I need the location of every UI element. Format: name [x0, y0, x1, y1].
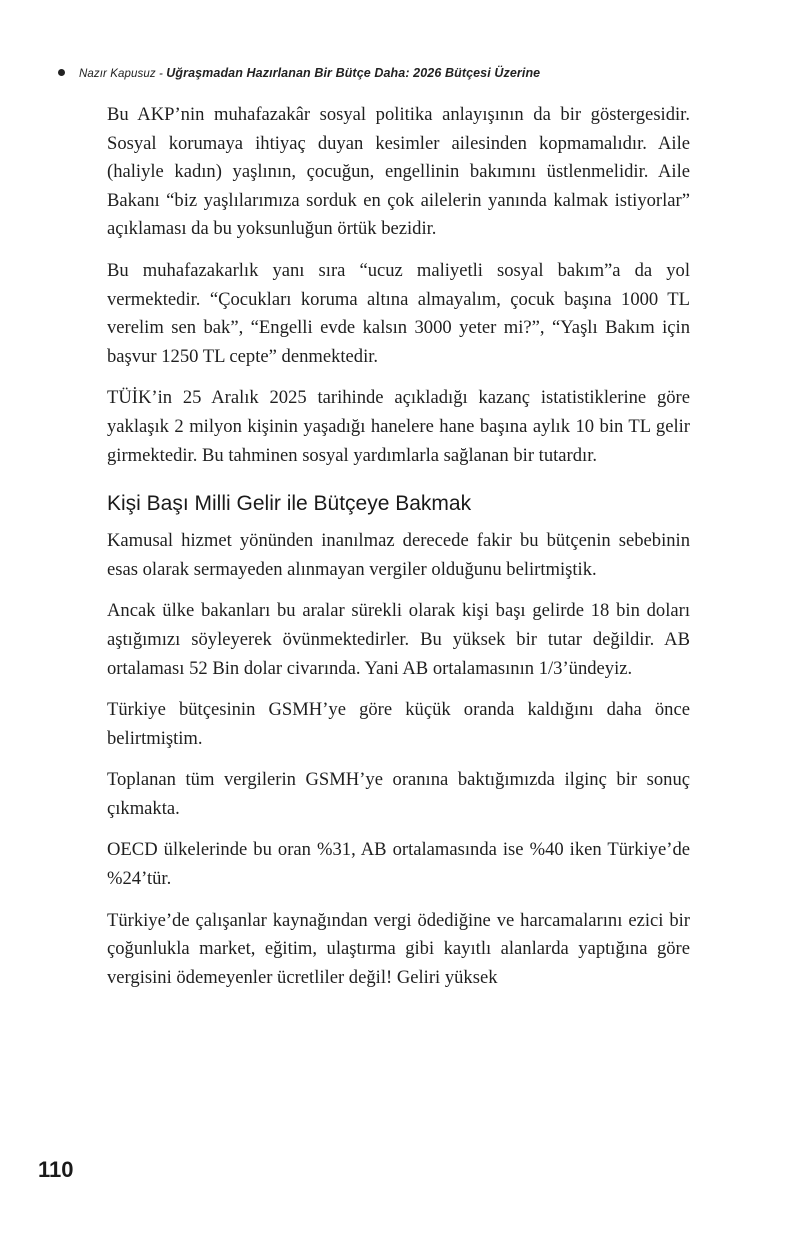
page-number: 110	[38, 1157, 74, 1182]
paragraph: Ancak ülke bakanları bu aralar sürekli olarak kişi başı gelirde 18 bin doları aştığımızı söyleyerek övünmektedirler. Bu yüksek bir tutar değildir. AB ortalaması 52 Bin dolar civarında. Yani AB ortalamasının 1/3’ündeyiz.	[107, 600, 690, 679]
paragraph: Türkiye bütçesinin GSMH’ye göre küçük oranda kaldığını daha önce belirtmiştim.	[107, 699, 690, 749]
header-author: Nazır Kapusuz -	[79, 68, 167, 80]
header-book-title: Uğraşmadan Hazırlanan Bir Bütçe Daha: 2026 Bütçesi Üzerine	[166, 66, 541, 80]
bullet-icon	[58, 69, 65, 76]
running-head	[58, 66, 540, 80]
section-heading: Kişi Başı Milli Gelir ile Bütçeye Bakmak	[107, 492, 472, 516]
paragraph: TÜİK’in 25 Aralık 2025 tarihinde açıkladığı kazanç istatistiklerine göre yaklaşık 2 milyon kişinin yaşadığı hanelere hane başına aylık 10 bin TL gelir girmektedir. Bu tahminen sosyal yardımlarla sağlanan bir tutardır.	[107, 387, 690, 466]
page-body	[107, 101, 690, 1005]
paragraph: OECD ülkelerinde bu oran %31, AB ortalamasında ise %40 iken Türkiye’de %24’tür.	[107, 839, 690, 890]
paragraph: Toplanan tüm vergilerin GSMH’ye oranına baktığımızda ilginç bir sonuç çıkmakta.	[107, 769, 690, 819]
paragraph: Bu muhafazakarlık yanı sıra “ucuz maliyetli sosyal bakım”a da yol vermektedir. “Çocukları koruma altına almayalım, çocuk başına 1000 TL verelim sen bak”, “Engelli evde kalsın 3000 yeter mi?”, “Yaşlı Bakım için başvur 1250 TL cepte” denmektedir.	[107, 259, 690, 367]
paragraph: Türkiye’de çalışanlar kaynağından vergi ödediğine ve harcamalarını ezici bir çoğunlukla market, eğitim, ulaştırma gibi kayıtlı alanlarda yaptığına göre vergisini ödemeyenler ücretliler değil! Geliri yüksek	[107, 909, 690, 988]
paragraph: Kamusal hizmet yönünden inanılmaz derecede fakir bu bütçenin sebebinin esas olarak sermayeden alınmayan vergiler olduğunu belirtmiştik.	[107, 530, 690, 580]
paragraph: Bu AKP’nin muhafazakâr sosyal politika anlayışının da bir göstergesidir. Sosyal korumaya ihtiyaç duyan kesimler ailesinden kopmamalıdır. Aile (haliyle kadın) yaşlının, çocuğun, engellinin bakımını üstlenmelidir. Aile Bakanı “biz yaşlılarımıza sorduk en çok ailelerin yanında kalmak istiyorlar” açıklaması da bu yoksunluğun örtük bezidir.	[107, 104, 690, 240]
